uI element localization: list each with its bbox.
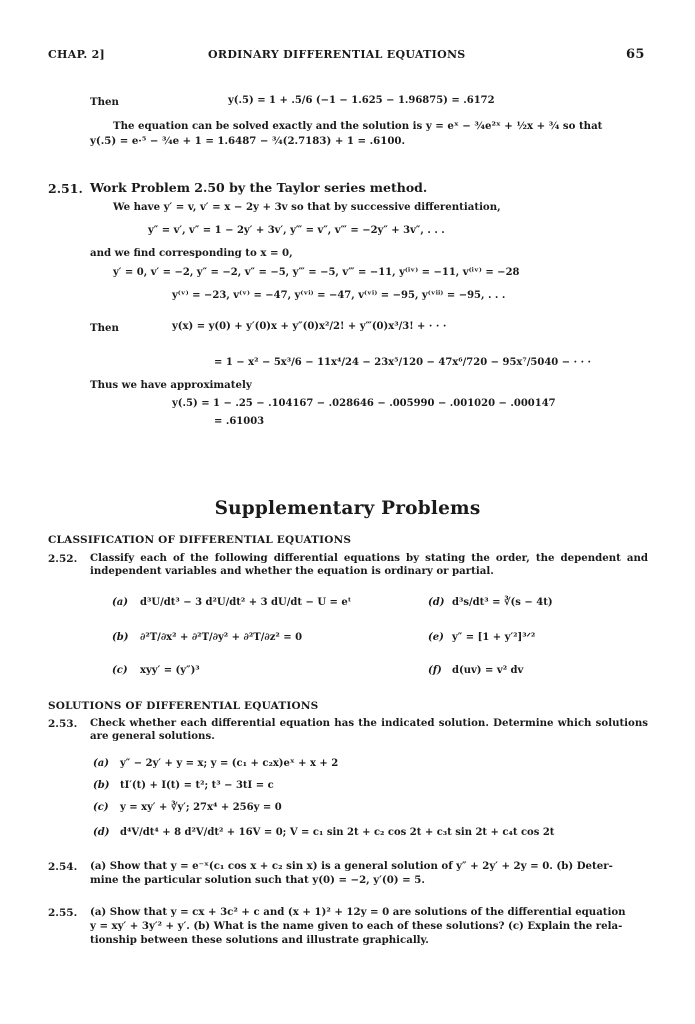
equation-2-52-b: ∂²T/∂x² + ∂²T/∂y² + ∂²T/∂z² = 0 (140, 632, 303, 643)
problem-number-2-51: 2.51. (48, 181, 83, 196)
approximation-terms: y(.5) = 1 − .25 − .104167 − .028646 − .005990 − .001020 − .000147 (172, 398, 556, 409)
supplementary-heading: Supplementary Problems (214, 498, 481, 519)
part-f-label: (f) (428, 665, 442, 676)
problem-2-55-line-3: tionship between these solutions and illustrate graphically. (90, 934, 429, 946)
then-label: Then (90, 96, 119, 108)
equation-2-52-c: xyy′ = (y″)³ (140, 665, 200, 676)
part-b-label: (b) (112, 632, 129, 643)
successive-derivatives: y″ = v′, v″ = 1 − 2y′ + 3v′, y‴ = v″, v‴ = −2y″ + 3v″, . . . (148, 225, 445, 236)
then-equation: y(.5) = 1 + .5/6 (−1 − 1.625 − 1.96875) = .6172 (228, 95, 495, 106)
problem-2-55-line-1: (a) Show that y = cx + 3c² + c and (x + 1)² + 12y = 0 are solutions of the differential equation (90, 906, 626, 918)
part-d-label-2-53: (d) (93, 827, 110, 838)
equation-2-52-e: y″ = [1 + y′²]³ᐟ² (452, 632, 536, 643)
equation-2-53-b: tI′(t) + I(t) = t²; t³ − 3tI = c (120, 780, 274, 791)
equation-2-52-f: d(uv) = v² dv (452, 665, 524, 676)
approximately-text: Thus we have approximately (90, 379, 252, 391)
part-a-label: (a) (112, 597, 128, 608)
values-at-zero-line-2: y⁽ᵛ⁾ = −23, v⁽ᵛ⁾ = −47, y⁽ᵛⁱ⁾ = −47, v⁽ᵛⁱ⁾ = −95, y⁽ᵛⁱⁱ⁾ = −95, . . . (172, 290, 506, 301)
problem-number-2-53: 2.53. (48, 718, 78, 730)
problem-2-51-title: Work Problem 2.50 by the Taylor series method. (90, 180, 428, 195)
running-head-chapter: CHAP. 2] (48, 48, 106, 61)
exact-solution-line-2: y(.5) = e·⁵ − ¾e + 1 = 1.6487 − ¾(2.7183) + 1 = .6100. (90, 135, 406, 147)
classification-heading: CLASSIFICATION OF DIFFERENTIAL EQUATIONS (48, 534, 352, 546)
problem-2-55-line-2: y = xy′ + 3y′² + y′. (b) What is the name given to each of these solutions? (c) Explain the rela- (90, 920, 623, 932)
then-label-2: Then (90, 322, 119, 334)
equation-2-53-a: y″ − 2y′ + y = x; y = (c₁ + c₂x)eˣ + x + 2 (120, 758, 339, 769)
problem-number-2-54: 2.54. (48, 861, 78, 873)
problem-2-54-line-1: (a) Show that y = e⁻ˣ(c₁ cos x + c₂ sin x) is a general solution of y″ + 2y′ + 2y = 0. (b) Deter- (90, 860, 613, 872)
part-d-label: (d) (428, 597, 445, 608)
problem-number-2-55: 2.55. (48, 907, 78, 919)
taylor-series-general: y(x) = y(0) + y′(0)x + y″(0)x²/2! + y‴(0)x³/3! + · · · (172, 321, 447, 332)
equation-2-53-c: y = xy′ + ∛y′; 27x⁴ + 256y = 0 (120, 802, 282, 813)
values-at-zero-line-1: y′ = 0, v′ = −2, y″ = −2, v″ = −5, y‴ = −5, v‴ = −11, y⁽ⁱᵛ⁾ = −11, v⁽ⁱᵛ⁾ = −28 (113, 267, 520, 278)
part-c-label-2-53: (c) (93, 802, 109, 813)
page-number: 65 (626, 47, 645, 62)
problem-number-2-52: 2.52. (48, 553, 78, 565)
part-e-label: (e) (428, 632, 444, 643)
solutions-heading: SOLUTIONS OF DIFFERENTIAL EQUATIONS (48, 700, 319, 712)
corresponding-text: and we find corresponding to x = 0, (90, 247, 293, 259)
part-a-label-2-53: (a) (93, 758, 109, 769)
problem-2-54-line-2: mine the particular solution such that y(0) = −2, y′(0) = 5. (90, 874, 425, 886)
equation-2-53-d: d⁴V/dt⁴ + 8 d²V/dt² + 16V = 0; V = c₁ sin 2t + c₂ cos 2t + c₃t sin 2t + c₄t cos 2t (120, 827, 555, 838)
approximation-result: = .61003 (214, 416, 265, 427)
equation-2-52-d: d³s/dt³ = ∛(s − 4t) (452, 597, 553, 608)
problem-2-51-intro: We have y′ = v, v′ = x − 2y + 3v so that by successive differentiation, (113, 201, 501, 213)
part-c-label: (c) (112, 665, 128, 676)
exact-solution-line-1: The equation can be solved exactly and the solution is y = eˣ − ¾e²ˣ + ½x + ¾ so that (113, 120, 603, 132)
running-head-title: ORDINARY DIFFERENTIAL EQUATIONS (208, 48, 466, 61)
problem-2-52-text: Classify each of the following differential equations by stating the order, the dependent and independent variables and whether the equation is ordinary or partial. (90, 552, 648, 577)
taylor-series-expanded: = 1 − x² − 5x³/6 − 11x⁴/24 − 23x⁵/120 − 47x⁶/720 − 95x⁷/5040 − · · · (214, 357, 592, 368)
part-b-label-2-53: (b) (93, 780, 110, 791)
equation-2-52-a: d³U/dt³ − 3 d²U/dt² + 3 dU/dt − U = eᵗ (140, 597, 352, 608)
problem-2-53-text: Check whether each differential equation has the indicated solution. Determine which solutions are general solutions. (90, 717, 648, 742)
